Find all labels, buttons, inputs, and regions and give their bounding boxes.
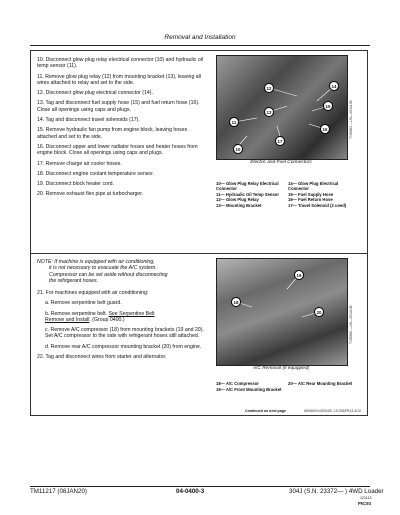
legend-item: 16— Fuel Return Hose (288, 197, 333, 202)
callout-10: 10 (233, 144, 243, 154)
footer-rule (30, 486, 370, 487)
legend-item: 11— Hydraulic Oil Temp Sensor (216, 191, 279, 197)
step-11: 11. Remove glow plug relay (12) from mounting bracket (13), leaving all wires attached to relay and set to the side. (37, 73, 201, 86)
steps-list-2 (37, 290, 205, 364)
note-line: it is not necessary to evacuate the A/C system. (49, 265, 157, 272)
step-17: 17. Remove charge air cooler hoses. (37, 160, 122, 167)
legend-item: 14— Glow Plug Electrical Connector (288, 181, 339, 191)
continued-note: Continued on next page (245, 409, 286, 413)
step-20: 20. Remove exhaust flex pipe at turbocharger. (37, 191, 144, 198)
legend-col-right (288, 181, 358, 208)
step-12: 12. Disconnect glow plug electrical connector (14). (37, 90, 153, 97)
callout-14: 14 (329, 81, 339, 91)
steps-list-1 (37, 57, 205, 202)
legend-item: 12— Glow Plug Relay (216, 197, 259, 202)
figure-id-1: T195963 —UN—25JUL06 (349, 100, 353, 139)
legend-item: 13— Mounting Bracket (216, 202, 262, 208)
callout-13: 13 (264, 107, 274, 117)
step-15: 15. Remove hydraulic fan pump from engine block, leaving hoses attached and set to the side. (37, 127, 188, 140)
step-22: 22. Tag and disconnect wires from starter and alternator. (37, 354, 167, 361)
legend-item: 10— Glow Plug Relay Electrical Connector (216, 181, 279, 191)
figure-legend-1 (216, 181, 356, 211)
footer-pn: PN=93 (358, 501, 371, 506)
note-line: NOTE: If machine is equipped with air conditioning, (37, 259, 155, 265)
legend-item: 19— A/C Front Mounting Bracket (216, 386, 282, 392)
reference-code-2: MX98000,000045I -19-29APR13-4/10 (304, 409, 361, 413)
legend-item: 20— A/C Rear Mounting Bracket (288, 381, 353, 386)
step-18: 18. Disconnect engine coolant temperature sensor. (37, 170, 155, 177)
callout-17: 17 (275, 136, 285, 146)
note-line: Compressor can be set aside without disconnecting (49, 271, 168, 278)
section-ac-removal (30, 253, 368, 416)
legend-item: 15— Fuel Supply Hose (288, 191, 334, 197)
section-electric-fuel (30, 50, 368, 268)
callout-16: 16 (320, 124, 330, 134)
figure-caption-2: A/C Removal (if equipped) (252, 366, 310, 371)
figure-caption-1: Electric and Fuel Connectors (250, 160, 312, 165)
callout-18: 18 (231, 297, 241, 307)
step-13: 13. Tag and disconnect fuel supply hose (15) and fuel return hose (16). Close all openings using caps and plugs. (37, 100, 200, 113)
footer-manual-id: TM11217 (08JAN20) (30, 488, 87, 495)
note-line: the refrigerant hoses. (49, 277, 99, 284)
substep-d: d. Remove rear A/C compressor mounting bracket (20) from engine. (45, 343, 202, 350)
footer-page-number: 04-0400-3 (176, 488, 205, 495)
legend-col-right (288, 381, 358, 387)
ac-photo-lines (217, 259, 347, 365)
callout-12: 12 (264, 83, 274, 93)
substep-b-text: b. Remove serpentine belt. (45, 310, 109, 317)
step-16: 16. Disconnect upper and lower radiator hoses and heater hoses from engine block. Close all openings using caps and plugs. (37, 143, 198, 157)
legend-item: 17— Travel Solenoid (2 used) (288, 202, 347, 208)
page-header: Removal and Installation (164, 34, 236, 41)
legend-item: 18— A/C Compressor (216, 381, 259, 386)
substep-b (45, 311, 205, 324)
legend-col-left (216, 381, 286, 392)
footer-model: 304J (S.N. 23372— ) 4WD Loader (289, 488, 384, 495)
remove-install-link[interactable]: Remove and Install (45, 316, 90, 323)
callout-15: 15 (323, 101, 333, 111)
note (37, 259, 207, 284)
step-19: 19. Disconnect block heater cord. (37, 181, 114, 188)
callout-11: 11 (229, 117, 239, 127)
footer-code: 121113 (360, 496, 372, 500)
figure-id-2: T195966 —UN—25JUL06 (349, 305, 353, 344)
callout-20: 20 (314, 307, 324, 317)
step-14: 14. Tag and disconnect travel solenoids (17). (37, 117, 140, 124)
substep-b-suffix: . (Group 0400.) (89, 316, 125, 323)
callout-19: 19 (294, 270, 304, 280)
header-rule (30, 45, 370, 46)
substep-a: a. Remove serpentine belt guard. (45, 300, 122, 307)
substep-c: c. Remove A/C compressor (18) from mounting brackets (19 and 20). Set A/C compressor to the side with refrigerant hoses still attached. (45, 327, 204, 340)
legend-col-left (216, 181, 286, 208)
figure-legend-2 (216, 381, 356, 401)
ac-compressor-photo (216, 258, 348, 366)
engine-photo (216, 55, 348, 160)
serpentine-belt-link[interactable]: See Serpentine Belt (108, 310, 155, 317)
step-21: 21. For machines equipped with air conditioning: (37, 290, 149, 296)
step-10: 10. Disconnect glow plug relay electrical connector (10) and hydraulic oil temp sensor (11). (37, 57, 204, 70)
